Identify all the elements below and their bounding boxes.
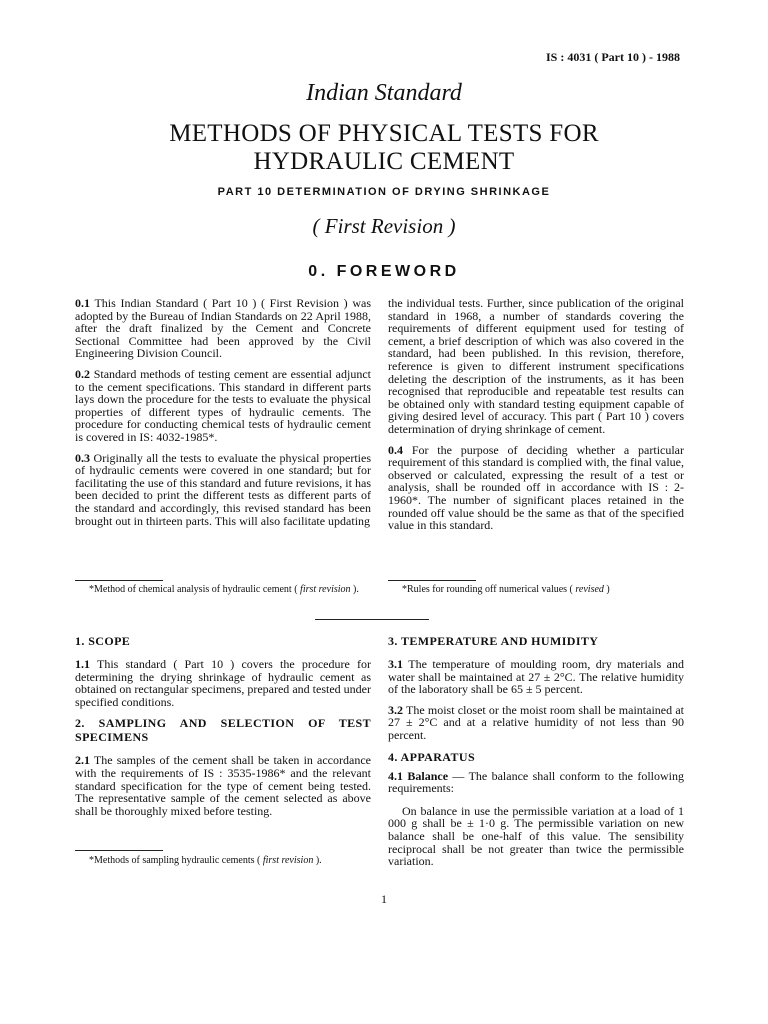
para-text: Originally all the tests to evaluate the physical properties of hydraulic cements were covered in one standard; but for facilitating the use of this standard and future revisions, it has been decided to print the different tests as different parts of the standard and accordingly, this revised standard has been brought out in thirteen parts. This will also facilitate updating — [75, 450, 371, 528]
footnote-left — [75, 584, 371, 596]
document-title — [0, 120, 768, 176]
revision-label: ( First Revision ) — [312, 214, 456, 238]
footnote-sampling — [75, 855, 371, 867]
foreword-para-0-3 — [75, 452, 371, 528]
clause-number: 3.1 — [388, 657, 403, 671]
para-number: 0.2 — [75, 366, 90, 381]
document-heading: Indian Standard — [306, 80, 462, 106]
section-divider — [315, 619, 429, 620]
para-text: the individual tests. Further, since publication of the original standard in 1968, a number of standards covering the requirements of different equipment used for testing of cement, a brief description of which was also covered in the standard, had been published. In this revision, therefore, reference is given to different instrument specifications deleting the description of the instruments, as it has been recognised that reproducible and repeatable test results can be obtained only with standard testing equipment capable of giving desired level of accuracy. This part ( Part 10 ) covers determination of drying shrinkage of cement. — [388, 296, 684, 436]
clause-2-1 — [75, 754, 371, 817]
para-text: Standard methods of testing cement are essential adjunct to the cement specifications. This standard in different parts lays down the procedure for the tests to evaluate the physical properties of different types of hydraulic cements. The procedure for conducting chemical tests of hydraulic cement is covered in IS: 4032-1985*. — [75, 366, 371, 444]
clause-label: Balance — [407, 768, 449, 783]
balance-requirements: On balance in use the permissible variation at a load of 1 000 g shall be ± 1·0 g. The permissible variation on new balance shall be one-half of this value. The sensibility reciprocal shall be not greater than twice the permissible variation. — [388, 803, 684, 869]
sections-left-column — [75, 634, 371, 825]
clause-number: 3.2 — [388, 702, 403, 717]
para-number: 0.4 — [388, 442, 403, 457]
para-text: This Indian Standard ( Part 10 ) ( First Revision ) was adopted by the Bureau of Indian Standards on 22 April 1988, after the draft finalized by the Cement and Concrete Sectional Committee had been approved by the Civil Engineering Division Council. — [75, 296, 371, 361]
standard-number: IS : 4031 ( Part 10 ) - 1988 — [546, 50, 680, 64]
clause-1-1 — [75, 658, 371, 708]
footnote-end: ) — [606, 584, 610, 595]
title-line-1: METHODS OF PHYSICAL TESTS FOR — [169, 120, 599, 147]
foreword-para-0-3-cont — [388, 297, 684, 436]
footnote-rule — [388, 580, 476, 581]
footnote-end: ). — [315, 855, 322, 866]
section-heading-sampling: 2. SAMPLING AND SELECTION OF TEST SPECIMENS — [75, 716, 371, 745]
para-number: 0.1 — [75, 296, 90, 310]
para-number: 0.3 — [75, 450, 90, 465]
footnote-text: *Methods of sampling hydraulic cements ( — [89, 855, 261, 866]
footnote-end: ). — [353, 584, 359, 595]
footnote-rule — [75, 850, 163, 851]
clause-text: — The balance shall conform to the following requirements: — [388, 768, 685, 796]
section-heading-apparatus: 4. APPARATUS — [388, 749, 476, 764]
title-line-2: HYDRAULIC CEMENT — [253, 148, 515, 175]
clause-text: The temperature of moulding room, dry materials and water shall be maintained at 27 ± 2°C. The relative humidity of the laboratory shall be 65 ± 5 percent. — [388, 657, 684, 697]
footnote-rule — [75, 580, 163, 581]
foreword-heading: 0. FOREWORD — [308, 263, 460, 280]
footnote-text: *Method of chemical analysis of hydraulic cement ( — [89, 584, 298, 595]
footnote-text: *Rules for rounding off numerical values ( — [402, 584, 573, 595]
footnote-italic: first revision — [262, 855, 314, 866]
sections-right-column — [388, 634, 684, 876]
foreword-para-0-2 — [75, 368, 371, 444]
clause-number: 4.1 — [388, 768, 403, 783]
clause-3-2 — [388, 704, 684, 742]
clause-text: The samples of the cement shall be taken in accordance with the requirements of IS : 3535-1986* and the relevant standard specification for the type of cement being tested. The representative sample of the cement selected as above shall be thoroughly mixed before testing. — [75, 753, 371, 818]
clause-3-1 — [388, 658, 684, 696]
footnote-italic: first revision — [300, 584, 351, 595]
foreword-para-0-1 — [75, 297, 371, 360]
foreword-para-0-4 — [388, 444, 684, 532]
section-heading-scope: 1. SCOPE — [75, 634, 131, 648]
clause-number: 1.1 — [75, 657, 90, 671]
footnote-right — [388, 584, 684, 596]
foreword-right-column — [388, 297, 684, 540]
part-subtitle: PART 10 DETERMINATION OF DRYING SHRINKAGE — [217, 186, 551, 198]
page-number: 1 — [381, 892, 387, 906]
para-text: For the purpose of deciding whether a particular requirement of this standard is complied with, the final value, observed or calculated, expressing the result of a test or analysis, shall be rounded off in accordance with IS : 2-1960*. The number of significant places retained in the rounded off value should be the same as that of the specified value in this standard. — [388, 442, 685, 533]
footnote-italic: revised — [575, 584, 604, 595]
section-heading-temperature: 3. TEMPERATURE AND HUMIDITY — [388, 634, 599, 648]
foreword-left-column — [75, 297, 371, 535]
clause-text: The moist closet or the moist room shall be maintained at 27 ± 2°C and at a relative humidity of not less than 90 percent. — [388, 702, 684, 742]
clause-number: 2.1 — [75, 753, 90, 768]
clause-4-1 — [388, 770, 684, 795]
clause-text: This standard ( Part 10 ) covers the procedure for determining the drying shrinkage of hydraulic cement as obtained on rectangular specimens, prepared and tested under specified conditions. — [75, 657, 371, 709]
